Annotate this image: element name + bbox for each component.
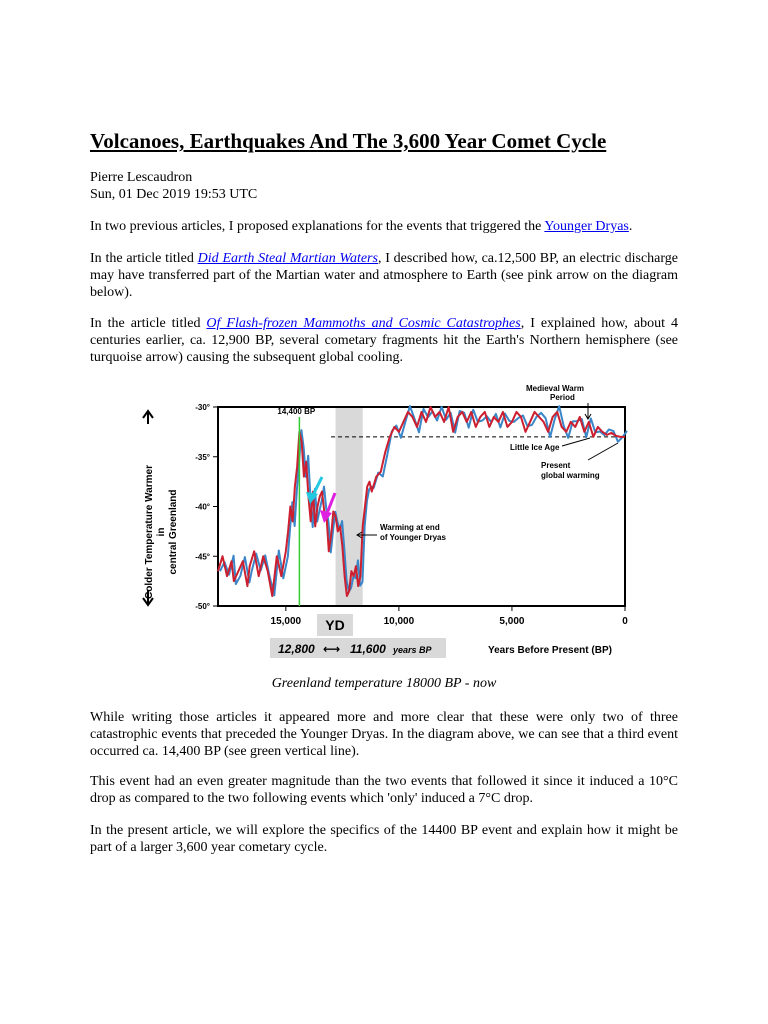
- annotation-warming-1: Warming at end: [380, 523, 440, 532]
- x-tick-label: 0: [622, 616, 628, 627]
- younger-dryas-link[interactable]: Younger Dryas: [544, 219, 629, 234]
- yd-range-end: 11,600: [350, 642, 386, 656]
- author: Pierre Lescaudron: [90, 170, 193, 185]
- y-tick-label: -45°: [195, 552, 210, 562]
- paragraph-2: [90, 250, 678, 301]
- paragraph-4: While writing those articles it appeared more and more clear that these were only two of three catastrophic events that preceded the Younger Dryas. In the diagram above, we can see that a third event occurred ca. 14,400 BP (see green vertical line).: [90, 710, 678, 759]
- medieval-pointer-icon: [585, 403, 591, 419]
- y-tick-label: -50°: [195, 602, 210, 611]
- annotation-warming-2: of Younger Dryas: [380, 533, 446, 542]
- yd-range-unit: years BP: [393, 645, 432, 655]
- paragraph-3-rest: , I explained how, about 4 centuries earlier, ca. 12,900 BP, several cometary fragments hit the Earth's Northern hemisphere (see turquoise arrow) causing the subsequent global cooling.: [90, 316, 678, 365]
- annotation-present-1: Present: [541, 461, 571, 470]
- event-14400-label: 14,400 BP: [277, 407, 316, 416]
- yd-range-arrow: ⟷: [323, 642, 341, 656]
- paragraph-3-start: In the article titled: [90, 316, 207, 331]
- y-tick-label: -35°: [195, 452, 210, 462]
- y-axis-ticks: [195, 403, 218, 611]
- annotation-present-2: global warming: [541, 471, 600, 480]
- y-axis-label-line1: Colder Temperature Warmer: [144, 465, 155, 599]
- article-meta: [90, 169, 257, 203]
- paragraph-5: This event had an even greater magnitude than the two events that followed it since it induced a 10°C drop as compared to the two following events which 'only' induced a 7°C drop.: [90, 774, 678, 806]
- annotation-medieval-warm-1: Medieval Warm: [526, 384, 584, 393]
- paragraph-2-start: In the article titled: [90, 251, 198, 266]
- x-tick-label: 10,000: [383, 616, 415, 627]
- annotation-little-ice-age: Little Ice Age: [510, 443, 560, 452]
- martian-waters-link[interactable]: Did Earth Steal Martian Waters: [197, 251, 378, 266]
- publish-date: Sun, 01 Dec 2019 19:53 UTC: [90, 187, 258, 202]
- flash-frozen-mammoths-link[interactable]: Of Flash-frozen Mammoths and Cosmic Catastrophes: [206, 316, 521, 331]
- y-axis-label-line3: central Greenland: [168, 489, 179, 575]
- x-tick-label: 15,000: [270, 616, 302, 627]
- annotation-medieval-warm-2: Period: [550, 393, 575, 402]
- warmer-arrow-icon: [143, 411, 153, 424]
- article-title: Volcanoes, Earthquakes And The 3,600 Year Comet Cycle: [90, 129, 607, 153]
- figure-caption: Greenland temperature 18000 BP - now: [271, 676, 497, 691]
- x-axis-label: Years Before Present (BP): [488, 645, 612, 656]
- paragraph-1-text: In two previous articles, I proposed explanations for the events that triggered the: [90, 219, 545, 234]
- paragraph-2-rest: , I described how, ca.12,500 BP, an electric discharge may have transferred part of the Martian water and atmosphere to Earth (see pink arrow on the diagram below).: [90, 251, 679, 300]
- y-axis-label-line2: in: [156, 527, 167, 537]
- greenland-temperature-figure: [130, 380, 640, 665]
- yd-label: YD: [325, 617, 345, 633]
- paragraph-1: [90, 218, 678, 235]
- yd-range-start: 12,800: [278, 642, 315, 656]
- paragraph-1-end: .: [628, 219, 633, 234]
- y-tick-label: -40°: [195, 502, 210, 512]
- little-ice-age-pointer: [562, 438, 590, 446]
- x-tick-label: 5,000: [499, 616, 525, 627]
- paragraph-3: [90, 315, 678, 366]
- warming-pointer-icon: [357, 532, 377, 538]
- temperature-series-blue: [220, 406, 627, 595]
- temperature-chart: [130, 380, 640, 665]
- paragraph-6: In the present article, we will explore the specifics of the 14400 BP event and explain how it might be part of a larger 3,600 year cometary cycle.: [90, 823, 678, 855]
- present-pointer: [588, 443, 618, 460]
- y-tick-label: -30°: [195, 403, 210, 412]
- temperature-series-red: [218, 407, 625, 596]
